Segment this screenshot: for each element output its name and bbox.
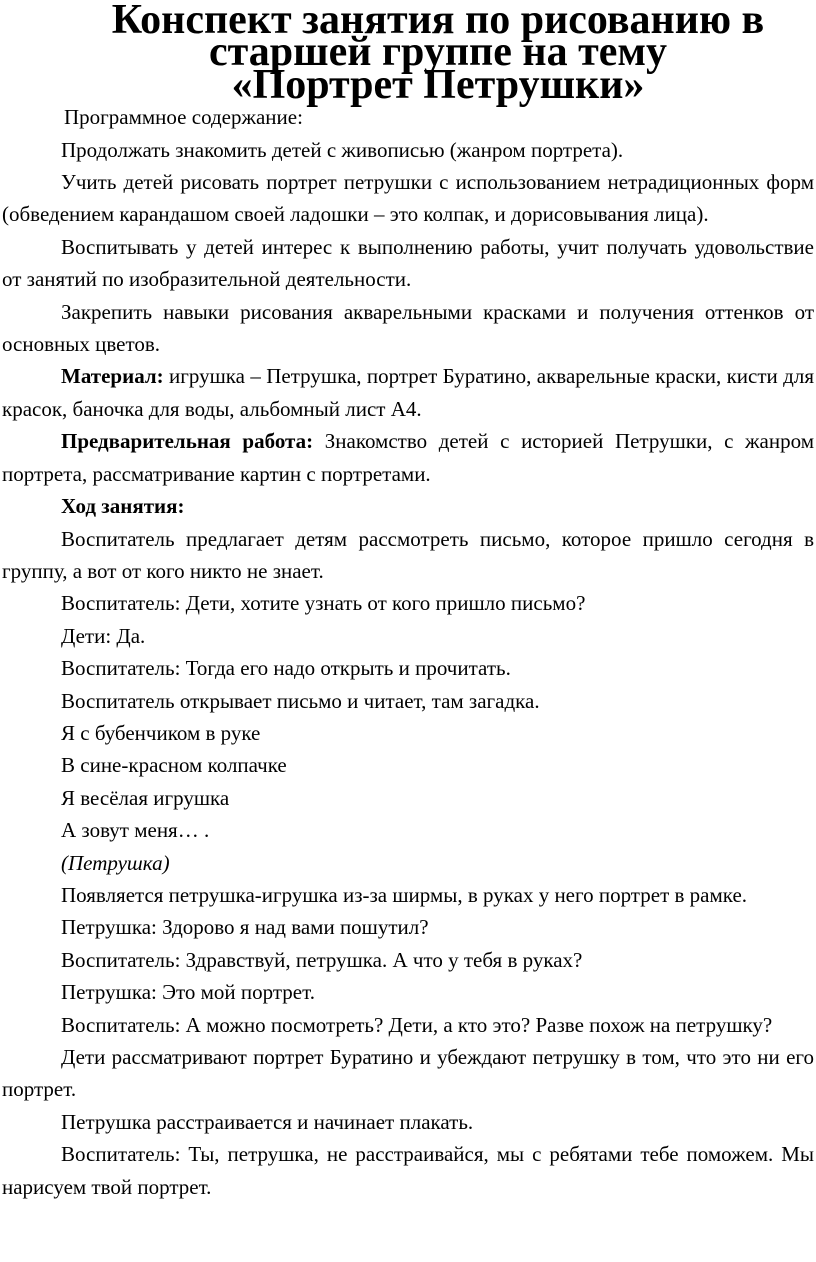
riddle-line: В сине-красном колпачке xyxy=(61,753,287,778)
paragraph: Закрепить навыки рисования акварельными красками и получения оттенков от основных цветов. xyxy=(2,299,814,357)
paragraph: Воспитатель: А можно посмотреть? Дети, а кто это? Разве похож на петрушку? xyxy=(61,1012,773,1037)
preliminary-work-label: Предварительная работа: xyxy=(61,429,314,454)
paragraph: Петрушка: Здорово я над вами пошутил? xyxy=(61,915,429,940)
paragraph-lesson-heading xyxy=(2,490,814,522)
riddle-line: Я с бубенчиком в руке xyxy=(61,720,261,745)
paragraph: Воспитатель: Здравствуй, петрушка. А что у тебя в руках? xyxy=(61,947,583,972)
paragraph: Дети: Да. xyxy=(61,623,146,648)
paragraph: Дети рассматривают портрет Буратино и убеждают петрушку в том, что это ни его портрет. xyxy=(2,1045,814,1102)
riddle-answer xyxy=(2,847,814,879)
paragraph: Учить детей рисовать портрет петрушки с использованием нетрадиционных форм (обведением карандашом своей ладошки – это колпак, и дорисовывания лица). xyxy=(2,170,814,227)
riddle-answer-text: (Петрушка) xyxy=(61,850,170,875)
paragraph: Продолжать знакомить детей с живописью (жанром портрета). xyxy=(61,137,624,162)
section-heading-program: Программное содержание: xyxy=(64,105,303,130)
paragraph: Появляется петрушка-игрушка из-за ширмы, в руках у него портрет в рамке. xyxy=(61,882,748,907)
paragraph: Воспитатель: Тогда его надо открыть и прочитать. xyxy=(61,656,511,681)
paragraph: Воспитывать у детей интерес к выполнению работы, учит получать удовольствие от занятий по изобразительной деятельности. xyxy=(2,234,814,292)
title-line-2: «Портрет Петрушки» xyxy=(231,61,645,108)
paragraph: Воспитатель: Ты, петрушка, не расстраивайся, мы с ребятами тебе поможем. Мы нарисуем твой портрет. xyxy=(2,1142,814,1199)
paragraph: Воспитатель: Дети, хотите узнать от кого пришло письмо? xyxy=(61,591,586,616)
riddle-line: А зовут меня… . xyxy=(61,818,210,843)
paragraph: Петрушка расстраивается и начинает плакать. xyxy=(61,1109,474,1134)
materials-text: игрушка – Петрушка, портрет Буратино, акварельные краски, кисти для красок, баночка для воды, альбомный лист А4. xyxy=(2,364,814,421)
title-line-1: Конспект занятия по рисованию в старшей группе на тему xyxy=(111,0,765,76)
preliminary-work-text: Знакомство детей с историей Петрушки, с жанром портрета, рассматривание картин с портретами. xyxy=(2,429,814,486)
paragraph: Воспитатель предлагает детям рассмотреть письмо, которое пришло сегодня в группу, а вот от кого никто не знает. xyxy=(2,526,814,583)
lesson-heading: Ход занятия: xyxy=(61,494,185,519)
materials-label: Материал: xyxy=(61,364,164,389)
paragraph: Петрушка: Это мой портрет. xyxy=(61,980,315,1005)
riddle-line: Я весёлая игрушка xyxy=(61,785,230,810)
paragraph-materials xyxy=(2,360,814,425)
paragraph: Воспитатель открывает письмо и читает, там загадка. xyxy=(61,688,540,713)
paragraph-preliminary-work xyxy=(2,425,814,490)
page-title xyxy=(2,0,814,108)
